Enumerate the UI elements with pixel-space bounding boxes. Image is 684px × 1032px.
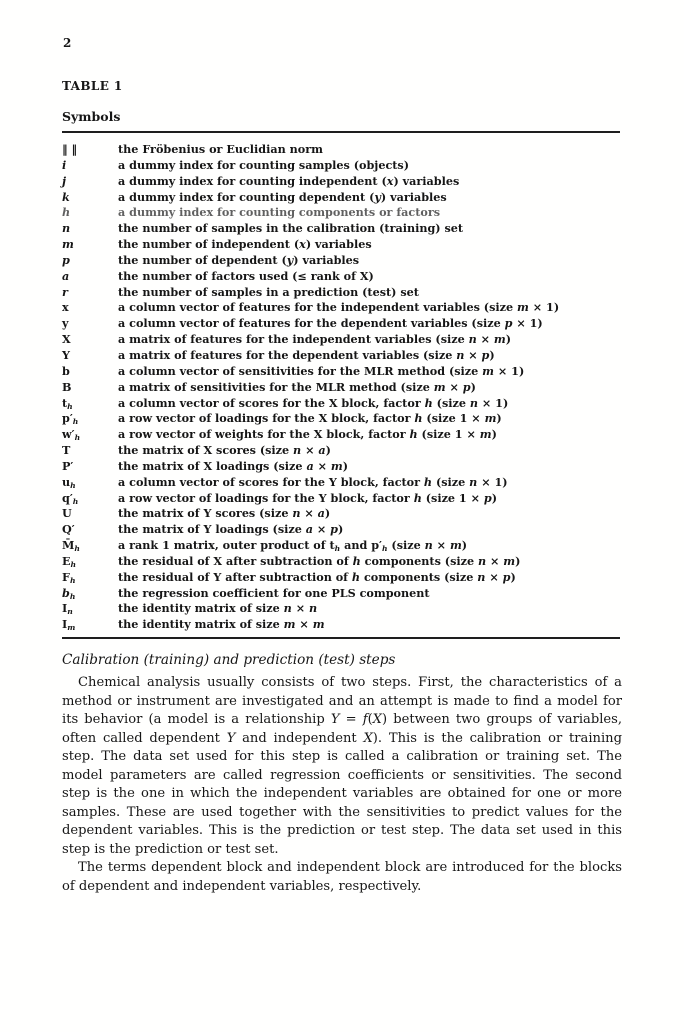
- table-row: [62, 506, 620, 522]
- symbol-cell: $I_n$: [62, 601, 73, 617]
- symbol-cell: j: [62, 173, 67, 188]
- symbol-cell: Y: [62, 347, 70, 362]
- table-row: [62, 459, 620, 475]
- symbol-cell: $M̄_h$: [62, 538, 80, 554]
- definition-cell: a rank 1 matrix, outer product of $t_h$ and $p'_h$ (size n × m): [118, 538, 468, 554]
- table-row: [62, 221, 620, 237]
- definition-cell: a column vector of sensitivities for the MLR method (size m × 1): [118, 363, 525, 378]
- symbol-cell: y: [62, 316, 69, 331]
- body-section: [62, 652, 622, 896]
- table-row: [62, 190, 620, 206]
- table-row: [62, 427, 620, 443]
- definition-cell: the identity matrix of size n × n: [118, 601, 318, 616]
- definition-cell: a dummy index for counting dependent (y) variables: [118, 189, 447, 204]
- table-row: [62, 443, 620, 459]
- definition-cell: a row vector of weights for the X block, factor h (size 1 × m): [118, 427, 497, 442]
- definition-cell: the matrix of Y scores (size n × a): [118, 506, 331, 521]
- table-row: [62, 316, 620, 332]
- table-row: [62, 158, 620, 174]
- definition-cell: the number of dependent (y) variables: [118, 252, 360, 267]
- table-row: [62, 475, 620, 491]
- definition-cell: the number of samples in the calibration (training) set: [118, 221, 464, 236]
- table-row: [62, 554, 620, 570]
- definition-cell: a column vector of scores for the Y block, factor h (size n × 1): [118, 474, 508, 489]
- symbol-cell: $b_h$: [62, 585, 76, 601]
- table-label: TABLE 1: [62, 79, 123, 93]
- definition-cell: the matrix of X scores (size n × a): [118, 443, 331, 458]
- definition-cell: the regression coefficient for one PLS component: [118, 585, 430, 600]
- page-number: 2: [63, 36, 72, 50]
- symbol-cell: $w'_h$: [62, 427, 81, 443]
- symbol-cell: B: [62, 379, 72, 394]
- table-row: [62, 570, 620, 586]
- paragraph: Chemical analysis usually consists of two steps. First, the characteristics of a method or instrument are investigated and an attempt is made to find a model for its behavior (a model is a relationship Y = f(X) between two groups of variables, often called dependent Y and independent X). This is the calibration or training step. The data set used for this step is called a calibration or training set. The model parameters are called regression coefficients or sensitivities. The second step is the one in which the independent variables are obtained for one or more samples. These are used together with the sensitivities to predict values for the dependent variables. This is the prediction or test step. The data set used in this step is the prediction or test set.: [62, 675, 623, 857]
- table-row: [62, 253, 620, 269]
- definition-cell: the number of factors used (≤ rank of X): [118, 268, 374, 283]
- symbol-cell: $E_h$: [62, 553, 77, 570]
- table-bottom-rule: [62, 637, 620, 639]
- table-row: [62, 522, 620, 538]
- symbol-cell: r: [62, 284, 68, 299]
- symbol-cell: a: [62, 268, 70, 283]
- definition-cell: the identity matrix of size m × m: [118, 617, 325, 632]
- symbol-cell: k: [62, 189, 70, 204]
- symbol-cell: b: [62, 363, 70, 378]
- symbol-cell: Q′: [62, 522, 75, 537]
- symbol-cell: p: [62, 252, 70, 267]
- table-row: [62, 617, 620, 633]
- table-row: [62, 300, 620, 316]
- table-row: [62, 601, 620, 617]
- table-top-rule: [62, 131, 620, 133]
- table-row: [62, 269, 620, 285]
- symbol-cell: m: [62, 237, 74, 252]
- definition-cell: a row vector of loadings for the Y block, factor h (size 1 × p): [118, 490, 498, 505]
- symbol-cell: $F_h$: [62, 569, 76, 585]
- symbol-cell: T: [62, 443, 71, 458]
- symbol-cell: ‖ ‖: [62, 142, 78, 156]
- definition-cell: a column vector of features for the dependent variables (size p × 1): [118, 316, 543, 331]
- table-row: [62, 586, 620, 602]
- symbol-cell: h: [62, 205, 71, 220]
- table-caption: Symbols: [62, 109, 121, 124]
- definition-cell: the number of independent (x) variables: [118, 237, 372, 252]
- definition-cell: the matrix of X loadings (size a × m): [118, 458, 348, 473]
- table-row: [62, 364, 620, 380]
- table-row: [62, 380, 620, 396]
- definition-cell: a column vector of scores for the X block, factor h (size n × 1): [118, 395, 509, 410]
- definition-cell: a dummy index for counting samples (objects): [118, 157, 410, 172]
- table-row: [62, 396, 620, 412]
- table-row: [62, 237, 620, 253]
- definition-cell: a column vector of features for the independent variables (size m × 1): [118, 300, 560, 315]
- symbol-cell: U: [62, 506, 72, 521]
- symbol-cell: i: [62, 157, 67, 172]
- definition-cell: a dummy index for counting independent (x) variables: [118, 173, 460, 188]
- symbol-cell: $p'_h$: [62, 411, 79, 427]
- symbol-cell: $u_h$: [62, 474, 76, 490]
- definition-cell: the residual of Y after subtraction of h components (size n × p): [118, 569, 516, 584]
- definition-cell: the residual of X after subtraction of h components (size n × m): [118, 553, 521, 568]
- table-row: [62, 174, 620, 190]
- symbol-cell: X: [62, 332, 71, 347]
- definition-cell: a matrix of features for the dependent variables (size n × p): [118, 347, 495, 362]
- symbol-cell: n: [62, 221, 71, 236]
- section-heading: Calibration (training) and prediction (test) steps: [62, 652, 396, 668]
- definition-cell: the Fröbenius or Euclidian norm: [118, 142, 323, 156]
- definition-cell: a row vector of loadings for the X block, factor h (size 1 × m): [118, 411, 502, 426]
- symbol-cell: P′: [62, 458, 74, 473]
- symbol-cell: $q'_h$: [62, 490, 79, 506]
- table-row: [62, 491, 620, 507]
- symbol-cell: x: [62, 300, 69, 315]
- symbols-table: [62, 142, 620, 633]
- definition-cell: a dummy index for counting components or factors: [118, 205, 441, 220]
- symbol-cell: $t_h$: [62, 395, 73, 411]
- table-row: [62, 348, 620, 364]
- definition-cell: a matrix of sensitivities for the MLR method (size m × p): [118, 379, 476, 394]
- table-row: [62, 285, 620, 301]
- table-row: [62, 332, 620, 348]
- table-row: [62, 142, 620, 158]
- paragraph: The terms dependent block and independent block are introduced for the blocks of dependent and independent variables, respectively.: [62, 860, 622, 894]
- table-row: [62, 538, 620, 554]
- symbol-cell: $I_m$: [62, 617, 76, 633]
- definition-cell: the matrix of Y loadings (size a × p): [118, 522, 344, 537]
- table-row: [62, 205, 620, 221]
- table-row: [62, 411, 620, 427]
- definition-cell: the number of samples in a prediction (test) set: [118, 284, 419, 299]
- body-text: [62, 674, 622, 896]
- definition-cell: a matrix of features for the independent variables (size n × m): [118, 332, 512, 347]
